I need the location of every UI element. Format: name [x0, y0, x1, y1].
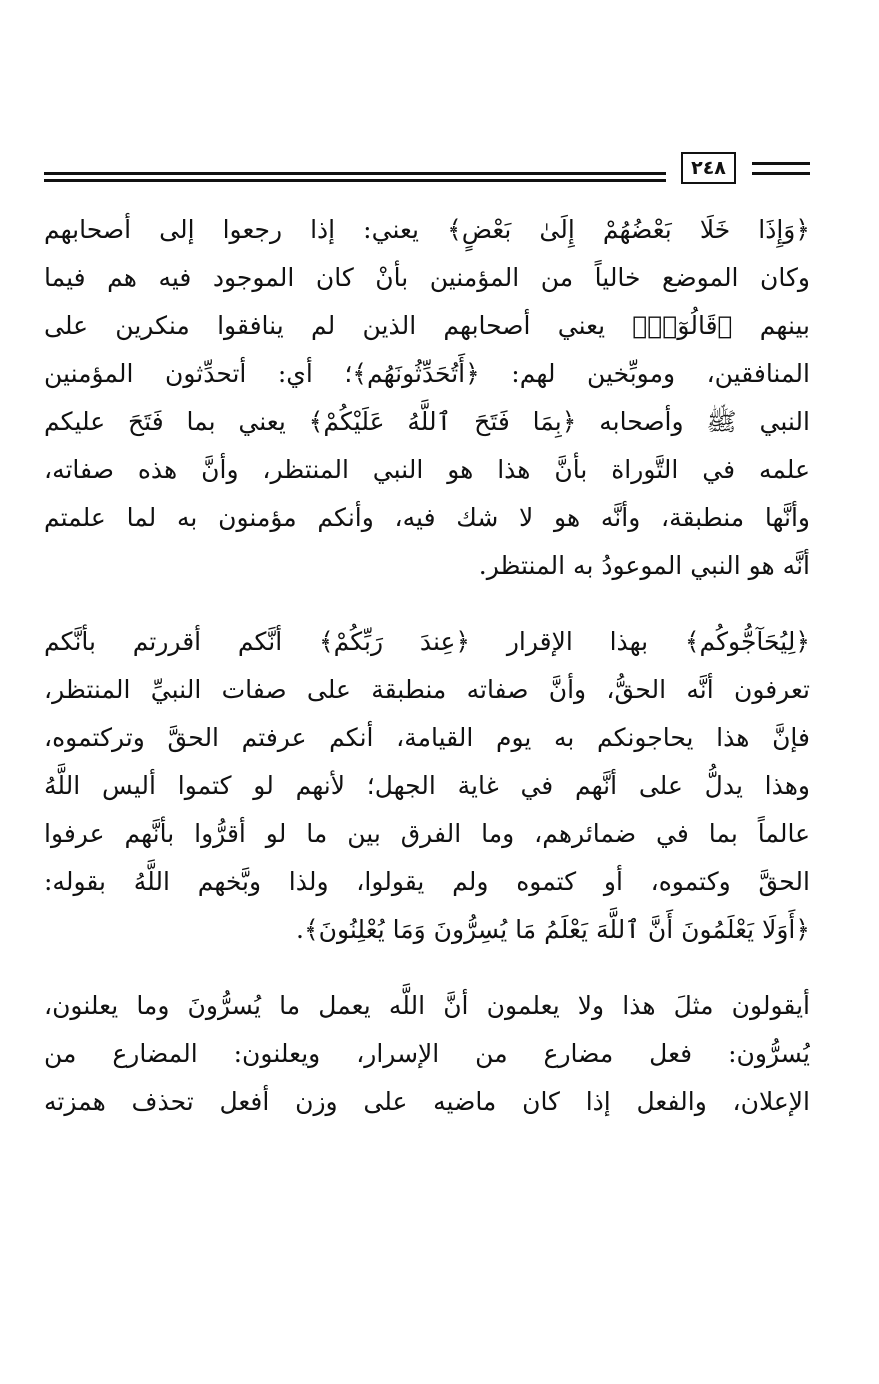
text-line: المنافقين، وموبِّخين لهم: ﴿أَتُحَدِّثُونَهُم﴾؛ أي: أتحدِّثون المؤمنين [44, 359, 810, 388]
text-line: تعرفون أنَّه الحقُّ، وأنَّ صفاته منطبقة على صفات النبيِّ المنتظر، [44, 675, 810, 704]
text-line: الحقَّ وكتموه، أو كتموه ولم يقولوا، ولذا وبَّخهم اللَّهُ بقوله: [44, 867, 810, 896]
header-double-rule-left [44, 172, 666, 182]
text-line: وكان الموضع خالياً من المؤمنين بأنْ كان الموجود فيه هم فيما [44, 263, 810, 292]
paragraph-spacer [44, 590, 810, 618]
paragraph-2 [44, 618, 810, 954]
text-line: ﴿أَوَلَا يَعْلَمُونَ أَنَّ ٱللَّهَ يَعْلَمُ مَا يُسِرُّونَ وَمَا يُعْلِنُونَ﴾. [296, 915, 810, 944]
paragraph-spacer [44, 954, 810, 982]
text-line: علمه في التَّوراة بأنَّ هذا هو النبي المنتظر، وأنَّ هذه صفاته، [44, 455, 810, 484]
text-line: النبي ﷺ وأصحابه ﴿بِمَا فَتَحَ ٱللَّهُ عَلَيْكُمْ﴾ يعني بما فَتَحَ عليكم [44, 407, 810, 436]
text-line: أنَّه هو النبي الموعودُ به المنتظر. [478, 551, 810, 580]
text-line: ﴿وَإِذَا خَلَا بَعْضُهُمْ إِلَىٰ بَعْضٍ﴾ يعني: إذا رجعوا إلى أصحابهم [44, 215, 810, 244]
paragraph-1 [44, 206, 810, 590]
page-body [44, 206, 810, 1126]
text-line: فإنَّ هذا يحاجونكم به يوم القيامة، أنكم عرفتم الحقَّ وتركتموه، [44, 723, 810, 752]
text-line: بينهم ﴿قَالُوٓا۟﴾ يعني أصحابهم الذين لم ينافقوا منكرين على [44, 311, 810, 340]
paragraph-3 [44, 982, 810, 1126]
text-line: يُسرُّون: فعل مضارع من الإسرار، ويعلنون: المضارع من [44, 1039, 810, 1068]
text-line: ﴿لِيُحَآجُّوكُم﴾ بهذا الإقرار ﴿عِندَ رَبِّكُمْ﴾ أنَّكم أقررتم بأنَّكم [44, 627, 810, 656]
text-line: وهذا يدلُّ على أنَّهم في غاية الجهل؛ لأنهم لو كتموا أليس اللَّهُ [44, 771, 810, 800]
text-line: أيقولون مثلَ هذا ولا يعلمون أنَّ اللَّه يعمل ما يُسرُّونَ وما يعلنون، [44, 991, 810, 1020]
text-line: الإعلان، والفعل إذا كان ماضيه على وزن أفعل تحذف همزته [44, 1087, 810, 1116]
page-header [44, 150, 810, 186]
text-line: عالماً بما في ضمائرهم، وما الفرق بين ما لو أقرُّوا بأنَّهم عرفوا [44, 819, 810, 848]
page-number-box: ٢٤٨ [681, 152, 736, 184]
text-line: وأنَّها منطبقة، وأنَّه هو لا شك فيه، وأنكم مؤمنون به لما علمتم [44, 503, 810, 532]
header-double-rule-right [752, 162, 810, 175]
